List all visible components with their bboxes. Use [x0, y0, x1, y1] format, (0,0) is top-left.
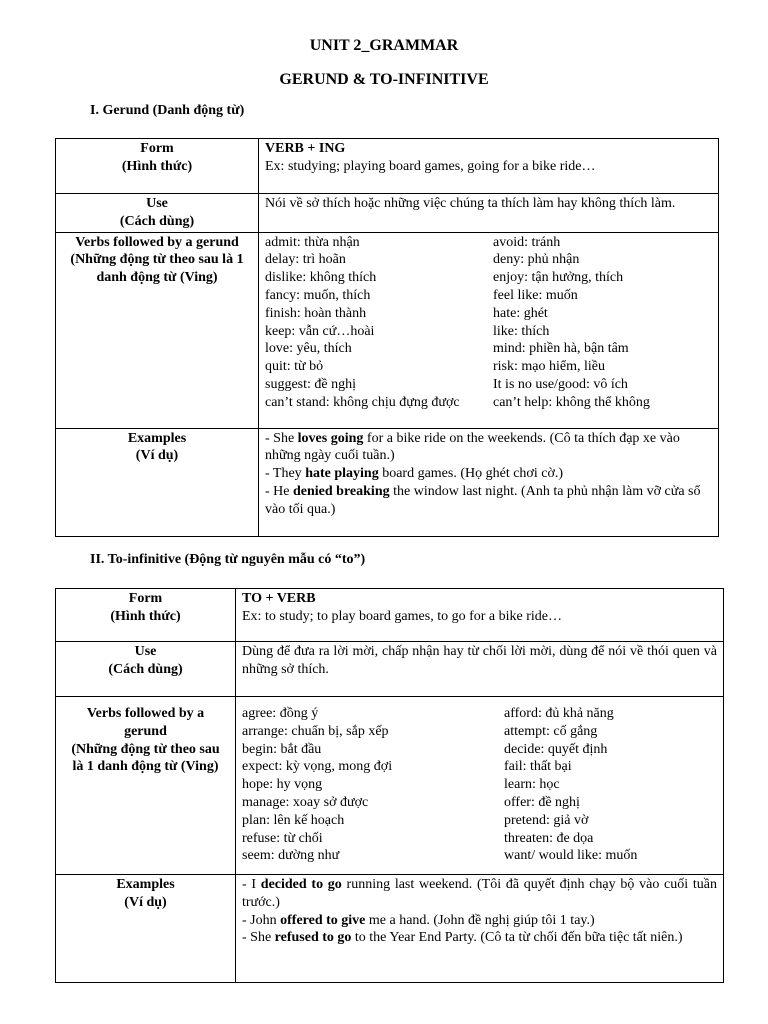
verb-item: begin: bắt đầu — [242, 741, 322, 757]
verb-row — [242, 830, 717, 848]
use-content: Dùng để đưa ra lời mời, chấp nhận hay từ chối lời mời, dùng để nói về thói quen và những sở thích. — [236, 642, 724, 697]
verb-item: arrange: chuẩn bị, sắp xếp — [242, 723, 389, 739]
example-text: the window last night. (Anh ta phủ nhận làm vỡ cửa sổ vào tối qua.) — [265, 483, 701, 517]
infinitive-table — [55, 588, 724, 983]
examples-content — [236, 875, 724, 983]
example-highlight: offered to give — [280, 912, 366, 928]
gerund-verbs-row — [56, 232, 719, 428]
verbs-label: Verbs followed by a gerund (Những động từ theo sau là 1 danh động từ (Ving) — [56, 697, 236, 875]
use-label: Use (Cách dùng) — [56, 194, 259, 233]
infinitive-use-row — [56, 642, 724, 697]
example-text: board games. (Họ ghét chơi cờ.) — [378, 466, 564, 482]
example-highlight: denied breaking — [293, 483, 390, 499]
section-heading-gerund: I. Gerund (Danh động từ) — [90, 103, 245, 118]
example-text: - He — [265, 483, 293, 499]
verb-row — [265, 287, 712, 305]
example-highlight: loves going — [297, 430, 364, 446]
form-label: Form (Hình thức) — [56, 589, 236, 642]
example-sentence — [265, 430, 712, 466]
infinitive-examples-row — [56, 875, 724, 983]
verb-item: seem: dường như — [242, 848, 340, 864]
example-text: running last weekend. (Tôi đã quyết định chạy bộ vào cuối tuần trước.) — [242, 877, 717, 910]
verb-item: fail: thất bại — [504, 759, 572, 775]
infinitive-form-row — [56, 589, 724, 642]
gerund-table — [55, 138, 719, 537]
examples-content — [259, 428, 719, 536]
verb-row — [265, 251, 712, 269]
verb-row — [265, 323, 712, 341]
verb-item: agree: đồng ý — [242, 706, 319, 721]
verb-item: manage: xoay sở được — [242, 794, 369, 810]
example-sentence — [242, 876, 717, 912]
verb-item: hope: hy vọng — [242, 777, 323, 793]
verb-row — [242, 776, 717, 794]
verb-item: threaten: đe dọa — [504, 830, 594, 846]
example-text: - She — [242, 930, 275, 946]
verb-item: risk: mạo hiểm, liều — [493, 359, 605, 375]
verb-item: can’t help: không thể không — [493, 394, 650, 410]
verb-item: mind: phiền hà, bận tâm — [493, 341, 629, 357]
verb-item: feel like: muốn — [493, 287, 578, 303]
verb-item: delay: trì hoãn — [265, 252, 346, 268]
verb-row — [265, 269, 712, 287]
verb-row — [242, 812, 717, 830]
verb-item: plan: lên kế hoạch — [242, 812, 345, 828]
use-content: Nói về sở thích hoặc những việc chúng ta thích làm hay không thích làm. — [259, 194, 719, 233]
verb-item: deny: phủ nhận — [493, 252, 580, 268]
verb-item: can’t stand: không chịu đựng được — [265, 394, 460, 410]
example-text: - I — [242, 877, 261, 892]
verb-item: admit: thừa nhận — [265, 234, 360, 250]
verb-item: expect: kỳ vọng, mong đợi — [242, 759, 393, 775]
example-sentence — [265, 483, 712, 519]
examples-label: Examples (Ví dụ) — [56, 428, 259, 536]
document-title: UNIT 2_GRAMMAR — [309, 37, 459, 54]
example-highlight: hate playing — [305, 466, 379, 482]
verb-row — [265, 340, 712, 358]
verb-item: like: thích — [493, 323, 550, 339]
form-formula: VERB + ING — [265, 141, 346, 156]
form-example: Ex: studying; playing board games, going for a bike ride… — [265, 158, 596, 174]
form-example: Ex: to study; to play board games, to go for a bike ride… — [242, 608, 562, 624]
example-text: - They — [265, 466, 306, 482]
example-sentence — [265, 465, 712, 483]
example-text: - John — [242, 912, 281, 928]
verb-item: hate: ghét — [493, 305, 548, 321]
verb-item: pretend: giả vờ — [504, 812, 589, 828]
example-sentence — [242, 929, 717, 947]
gerund-use-row — [56, 194, 719, 233]
gerund-form-row — [56, 139, 719, 194]
verb-item: suggest: đề nghị — [265, 376, 356, 392]
verb-item: refuse: từ chối — [242, 830, 323, 846]
verb-row — [242, 741, 717, 759]
examples-label: Examples (Ví dụ) — [56, 875, 236, 983]
verb-item: enjoy: tận hưởng, thích — [493, 270, 624, 286]
verb-row — [265, 376, 712, 394]
verb-item: want/ would like: muốn — [504, 848, 638, 864]
infinitive-verbs-row — [56, 697, 724, 875]
example-highlight: decided to go — [260, 877, 342, 892]
use-label: Use (Cách dùng) — [56, 642, 236, 697]
verb-item: learn: học — [504, 777, 560, 793]
form-content — [236, 589, 724, 642]
verb-row — [265, 234, 712, 252]
example-sentence — [242, 912, 717, 930]
verb-row — [265, 394, 712, 412]
verb-item: quit: từ bỏ — [265, 359, 324, 375]
verb-item: afford: đủ khả năng — [504, 706, 614, 721]
verb-item: attempt: cố gắng — [504, 723, 598, 739]
verb-item: decide: quyết định — [504, 741, 608, 757]
verb-item: love: yêu, thích — [265, 341, 352, 357]
section-heading-infinitive: II. To-infinitive (Động từ nguyên mẫu có “to”) — [90, 552, 366, 567]
example-text: - She — [265, 430, 298, 446]
form-content — [259, 139, 719, 194]
form-label: Form (Hình thức) — [56, 139, 259, 194]
gerund-examples-row — [56, 428, 719, 536]
form-formula: TO + VERB — [242, 591, 316, 606]
verbs-list — [236, 697, 724, 875]
example-highlight: refused to go — [274, 930, 352, 946]
verb-item: offer: đề nghị — [504, 794, 580, 810]
verbs-label: Verbs followed by a gerund (Những động từ theo sau là 1 danh động từ (Ving) — [56, 232, 259, 428]
verb-row — [242, 723, 717, 741]
verb-item: It is no use/good: vô ích — [493, 376, 628, 392]
verb-row — [265, 305, 712, 323]
verb-row — [242, 758, 717, 776]
verb-row — [242, 794, 717, 812]
verb-row — [265, 358, 712, 376]
example-text: me a hand. (John đề nghị giúp tôi 1 tay.) — [365, 912, 595, 928]
verbs-list — [259, 232, 719, 428]
verb-item: dislike: không thích — [265, 270, 377, 286]
example-text: to the Year End Party. (Cô ta từ chối đến bữa tiệc tất niên.) — [351, 930, 683, 946]
verb-item: fancy: muốn, thích — [265, 287, 371, 303]
verb-item: finish: hoàn thành — [265, 305, 367, 321]
verb-row — [242, 705, 717, 723]
example-text: for a bike ride on the weekends. (Cô ta thích đạp xe vào những ngày cuối tuần.) — [265, 430, 680, 464]
verb-item: keep: vẫn cứ…hoài — [265, 323, 375, 339]
verb-row — [242, 847, 717, 865]
document-subtitle: GERUND & TO-INFINITIVE — [279, 71, 489, 88]
verb-item: avoid: tránh — [493, 234, 561, 250]
